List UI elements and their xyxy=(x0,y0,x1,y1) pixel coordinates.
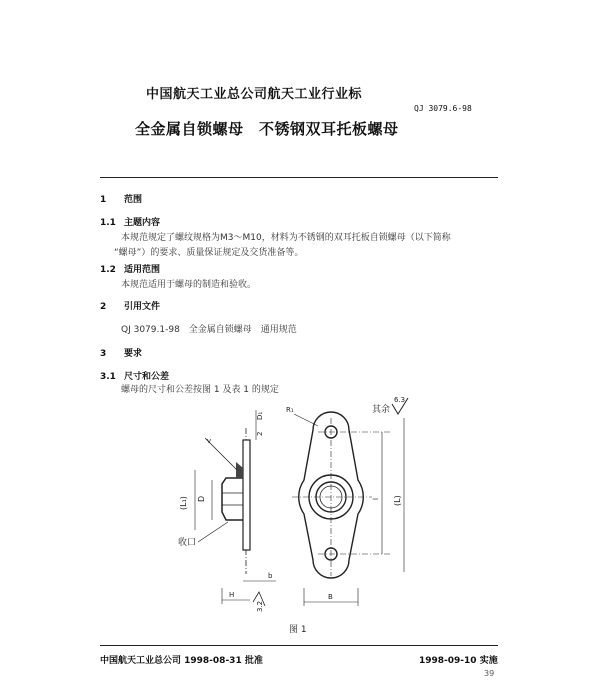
d-label: D xyxy=(197,495,206,502)
footer-rule xyxy=(100,645,498,646)
section-number: 3 xyxy=(100,349,107,359)
r1-label: R₁ xyxy=(286,406,294,414)
org-title: 中国航天工业总公司航天工业行业标 xyxy=(146,87,363,102)
paragraph-line: 本规范适用于螺母的制造和验收。 xyxy=(121,280,257,290)
dim-2-label: 2 xyxy=(256,431,264,436)
roughness-32-label: 3.2 xyxy=(256,600,264,612)
section-title: 主题内容 xyxy=(124,218,161,228)
section-title: 适用范围 xyxy=(124,265,161,275)
section-number: 1.2 xyxy=(100,265,116,275)
section-number: 3.1 xyxy=(100,372,116,382)
section-title: 引用文件 xyxy=(124,302,161,312)
section-title: 尺寸和公差 xyxy=(124,372,170,382)
section-number: 1 xyxy=(100,195,107,205)
standard-code: QJ 3079.6-98 xyxy=(414,104,472,113)
approval-date: 中国航天工业总公司 1998-08-31 批准 xyxy=(100,656,263,666)
reference-document: QJ 3079.1-98 全金属自锁螺母 通用规范 xyxy=(121,325,297,335)
v-label: v xyxy=(207,437,212,445)
b-small-label: b xyxy=(268,572,273,580)
nut-barrel xyxy=(222,478,243,520)
leader-line xyxy=(294,414,318,426)
section-number: 2 xyxy=(100,302,107,312)
section-number: 1.1 xyxy=(100,218,116,228)
b-label: B xyxy=(328,593,333,601)
section-title: 范围 xyxy=(124,195,143,205)
paragraph-line: 本规范规定了螺纹规格为M3～M10，材料为不锈钢的双耳托板自锁螺母（以下简称 xyxy=(121,233,451,243)
figure-caption: 图 1 xyxy=(289,625,307,635)
roughness-value: 6.3 xyxy=(394,396,406,404)
shoukou-label: 收口 xyxy=(178,538,197,548)
others-label: 其余 xyxy=(372,405,391,415)
page-number: 39 xyxy=(484,669,495,678)
paragraph-line: “螺母”）的要求、质量保证规定及交货准备等。 xyxy=(114,248,304,258)
section-title: 要求 xyxy=(124,349,143,359)
h-label: H xyxy=(229,591,235,599)
leader-line xyxy=(198,522,228,542)
implementation-date: 1998-09-10 实施 xyxy=(419,656,498,666)
l-label: (L) xyxy=(393,495,402,506)
paragraph-line: 螺母的尺寸和公差按图 1 及表 1 的规定 xyxy=(121,385,279,395)
side-plate xyxy=(243,440,250,550)
d1-label: D₁ xyxy=(256,411,264,420)
lower-l-label: l xyxy=(372,498,380,500)
document-title: 全金属自锁螺母 不锈钢双耳托板螺母 xyxy=(135,120,399,138)
hatch-area xyxy=(236,462,243,478)
l1-label: (L₁) xyxy=(179,496,188,510)
